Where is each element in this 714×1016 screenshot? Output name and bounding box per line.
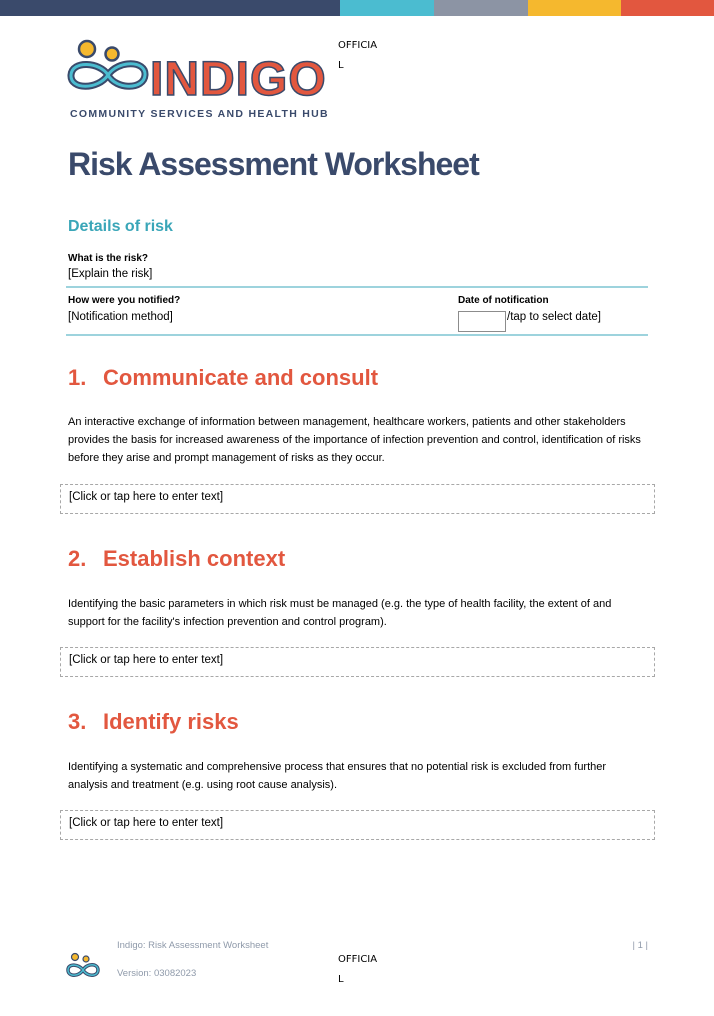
date-picker-button[interactable] [458, 311, 506, 332]
topbar-segment-coral [621, 0, 714, 16]
notified-label: How were you notified? [68, 295, 181, 306]
section-body: Identifying a systematic and comprehensive process that ensures that no potential risk is excluded from further analysis and treatment (e.g. using root cause analysis). [68, 761, 607, 791]
topbar-segment-grey [434, 0, 528, 16]
risk-field[interactable]: [Explain the risk] [68, 268, 153, 280]
communicate-text-entry[interactable]: [Click or tap here to enter text] [60, 484, 655, 514]
section-body: Identifying the basic parameters in which risk must be managed (e.g. the type of health facility, the extent of and support for the facility's infection prevention and control program). [68, 598, 612, 628]
footer-logo-icon [66, 952, 100, 980]
section-title: Communicate and consult [103, 365, 379, 390]
section-title: Identify risks [103, 709, 239, 734]
divider [66, 334, 648, 336]
section-title: Establish context [103, 546, 286, 571]
section-number: 1. [68, 365, 87, 390]
protective-marking-bottom: OFFICIAL [338, 954, 378, 985]
section-heading-context [68, 546, 285, 572]
section-number: 3. [68, 709, 87, 734]
logo-wordmark: INDIGO [150, 53, 327, 106]
risk-label: What is the risk? [68, 253, 149, 264]
logo-tagline: COMMUNITY SERVICES AND HEALTH HUB [70, 108, 329, 120]
section-heading-identify [68, 709, 239, 735]
details-heading: Details of risk [68, 218, 173, 235]
date-picker-field[interactable]: /tap to select date] [507, 311, 601, 323]
context-text-entry[interactable]: [Click or tap here to enter text] [60, 647, 655, 677]
page-number: | 1 | [632, 940, 648, 951]
footer-title: Indigo: Risk Assessment Worksheet [117, 940, 269, 951]
date-label: Date of notification [458, 295, 549, 306]
identify-text-entry[interactable]: [Click or tap here to enter text] [60, 810, 655, 840]
notification-method-field[interactable]: [Notification method] [68, 311, 173, 323]
footer-version: Version: 03082023 [117, 968, 197, 979]
topbar-segment-navy [0, 0, 340, 16]
section-heading-communicate [68, 365, 378, 391]
section-number: 2. [68, 546, 87, 571]
topbar-segment-teal [340, 0, 434, 16]
top-color-bar [0, 0, 714, 16]
divider [66, 286, 648, 288]
page-title: Risk Assessment Worksheet [68, 146, 479, 182]
topbar-segment-yellow [528, 0, 621, 16]
protective-marking-top: OFFICIAL [338, 40, 378, 71]
section-body: An interactive exchange of information between management, healthcare workers, patients and other stakeholders provides the basis for increased awareness of the importance of infection prevention and control, identification of risks before they arise and prompt management of risks as they occur. [68, 416, 641, 464]
